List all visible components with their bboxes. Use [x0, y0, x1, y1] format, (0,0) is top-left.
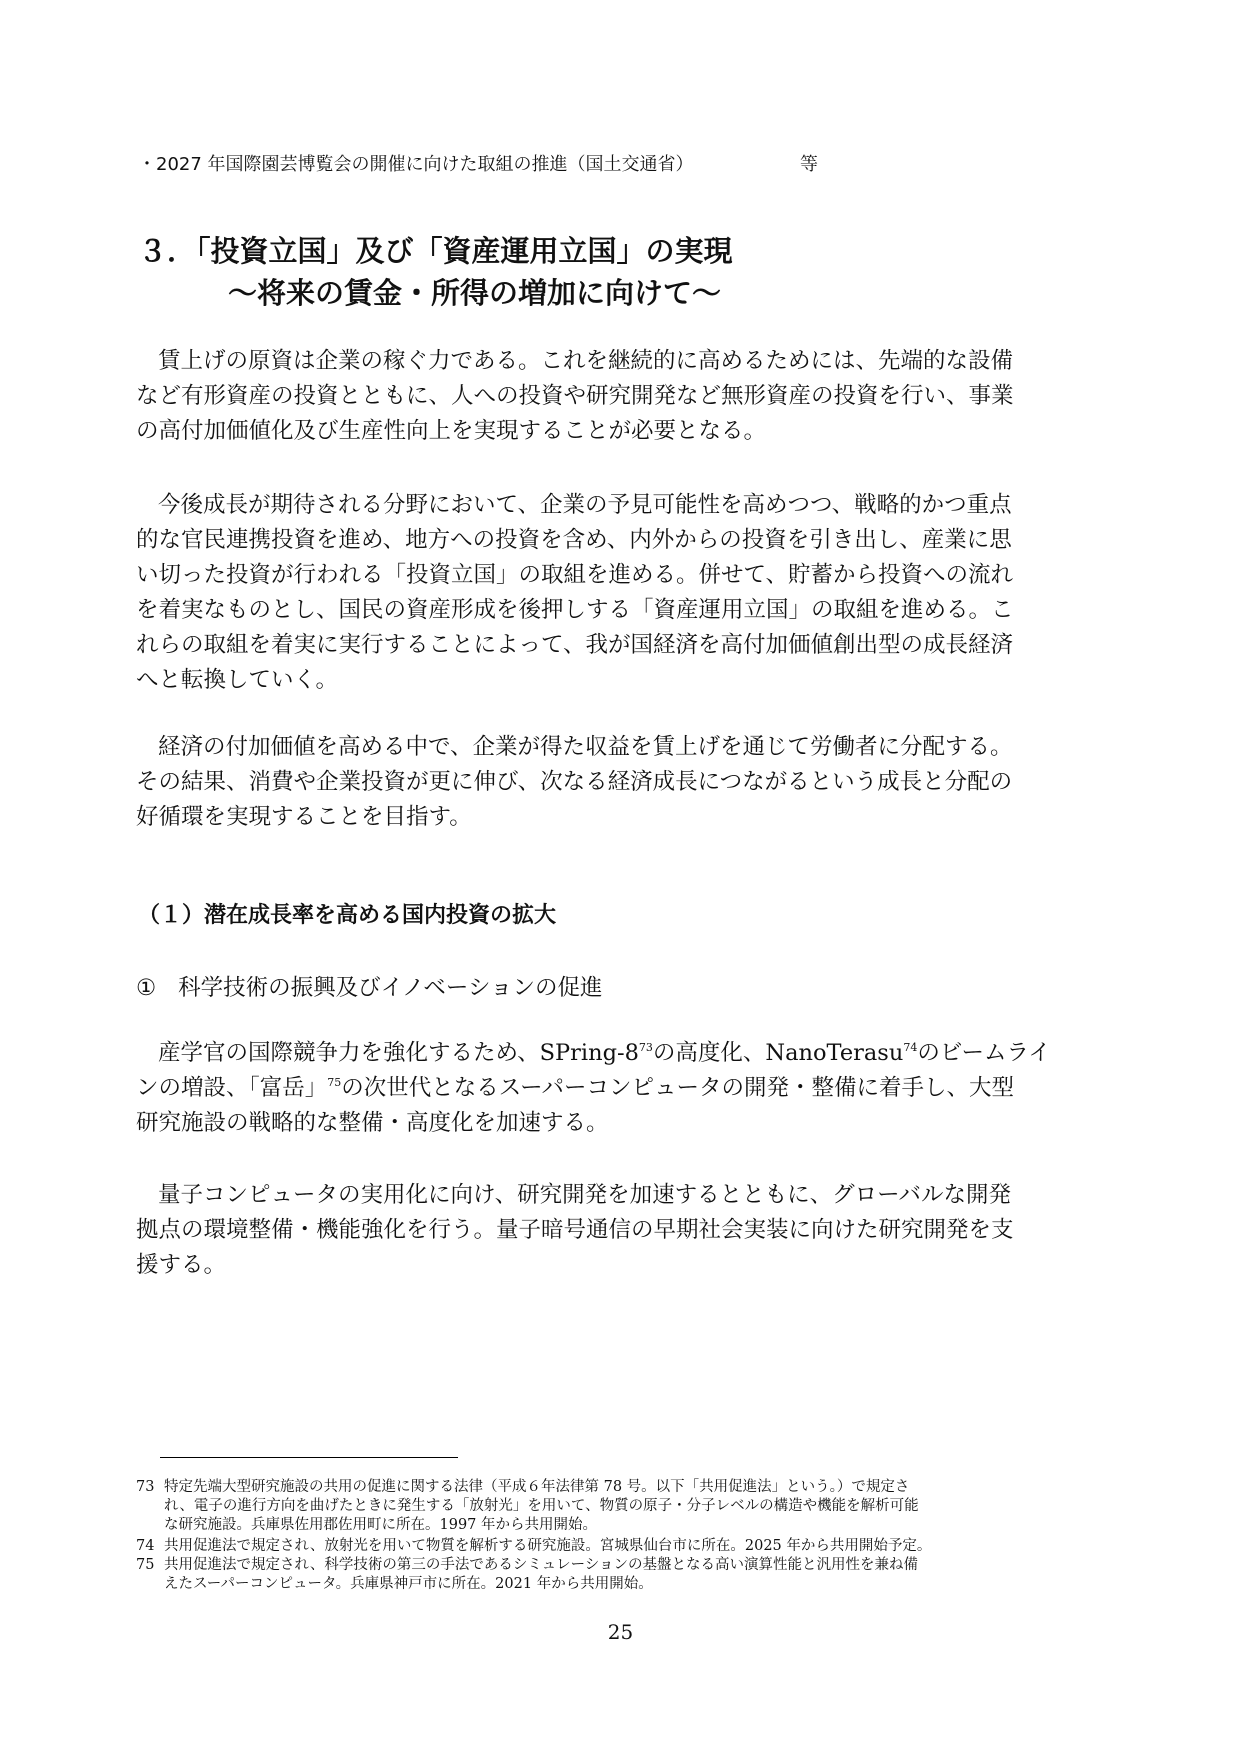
- paragraph-line: その結果、消費や企業投資が更に伸び、次なる経済成長につながるという成長と分配の: [136, 769, 1013, 795]
- paragraph-3: [136, 730, 1013, 835]
- text-run: ンの増設、「富岳」: [136, 1075, 328, 1101]
- footnote-text: [164, 1537, 931, 1556]
- paragraph-line: 拠点の環境整備・機能強化を行う。量子暗号通信の早期社会実装に向けた研究開発を支: [136, 1217, 1014, 1243]
- section-subtitle: ～将来の賃金・所得の増加に向けて～: [228, 276, 722, 310]
- paragraph-line: [136, 1071, 1051, 1106]
- paragraph-line: れらの取組を着実に実行することによって、我が国経済を高付加価値創出型の成長経済: [136, 632, 1014, 658]
- paragraph-line: 好循環を実現することを目指す。: [136, 804, 472, 830]
- footnote-ref-73[interactable]: 73: [638, 1041, 653, 1054]
- paragraph-line: を着実なものとし、国民の資産形成を後押しする「資産運用立国」の取組を進める。こ: [136, 597, 1014, 623]
- top-bullet-item: ・2027 年国際園芸博覧会の開催に向けた取組の推進（国土交通省）: [138, 154, 694, 175]
- footnote-separator: [160, 1457, 458, 1458]
- paragraph-line: など有形資産の投資とともに、人への投資や研究開発など無形資産の投資を行い、事業: [136, 383, 1014, 409]
- paragraph-line: 的な官民連携投資を進め、地方への投資を含め、内外からの投資を引き出し、産業に思: [136, 527, 1012, 553]
- paragraph-line: い切った投資が行われる「投資立国」の取組を進める。併せて、貯蓄から投資への流れ: [136, 562, 1014, 588]
- paragraph-line: 賃上げの原資は企業の稼ぐ力である。これを継続的に高めるためには、先端的な設備: [158, 348, 1014, 374]
- item-title: 科学技術の振興及びイノベーションの促進: [178, 975, 603, 1001]
- paragraph-2: [136, 488, 1014, 698]
- paragraph-1: [136, 344, 1014, 449]
- footnote-text: [164, 1556, 918, 1594]
- footnote-number: 75: [136, 1557, 155, 1573]
- footnote-line: 特定先端大型研究施設の共用の促進に関する法律（平成６年法律第 78 号。以下「共用促進法」という。）で規定さ: [164, 1479, 910, 1495]
- footnote-text: [164, 1478, 919, 1535]
- text-run: の次世代となるスーパーコンピュータの開発・整備に着手し、大型: [341, 1075, 1015, 1101]
- page-number: 25: [607, 1620, 634, 1644]
- paragraph-line: [136, 1036, 1051, 1071]
- item-number: ①: [136, 975, 157, 1001]
- subsection-heading: （１）潜在成長率を高める国内投資の拡大: [138, 903, 557, 928]
- footnote-line: 共用促進法で規定され、科学技術の第三の手法であるシミュレーションの基盤となる高い演算性能と汎用性を兼ね備: [164, 1557, 918, 1573]
- paragraph-line: 研究施設の戦略的な整備・高度化を加速する。: [136, 1110, 609, 1136]
- paragraph-5: [136, 1178, 1014, 1283]
- paragraph-line: 量子コンピュータの実用化に向け、研究開発を加速するとともに、グローバルな開発: [158, 1182, 1011, 1208]
- footnote-number: 73: [136, 1479, 155, 1495]
- footnote-ref-74[interactable]: 74: [903, 1041, 918, 1054]
- footnote-number: 74: [136, 1538, 155, 1554]
- paragraph-line: の高付加価値化及び生産性向上を実現することが必要となる。: [136, 418, 767, 444]
- footnote-line: 共用促進法で規定され、放射光を用いて物質を解析する研究施設。宮城県仙台市に所在。2025 年から共用開始予定。: [164, 1538, 932, 1554]
- paragraph-line: 経済の付加価値を高める中で、企業が得た収益を賃上げを通じて労働者に分配する。: [158, 734, 1013, 760]
- paragraph-line: 援する。: [136, 1252, 227, 1278]
- top-bullet-suffix: 等: [800, 154, 818, 175]
- footnote-line: な研究施設。兵庫県佐用郡佐用町に所在。1997 年から共用開始。: [164, 1517, 598, 1533]
- item-heading: [136, 970, 603, 1002]
- footnote-line: えたスーパーコンピュータ。兵庫県神戸市に所在。2021 年から共用開始。: [164, 1576, 653, 1592]
- text-run: の高度化、NanoTerasu: [652, 1040, 904, 1066]
- footnote-line: れ、電子の進行方向を曲げたときに発生する「放射光」を用いて、物質の原子・分子レベルの構造や機能を解析可能: [164, 1498, 919, 1514]
- footnote-ref-75[interactable]: 75: [327, 1076, 342, 1089]
- paragraph-line: 今後成長が期待される分野において、企業の予見可能性を高めつつ、戦略的かつ重点: [158, 492, 1012, 518]
- text-run: 産学官の国際競争力を強化するため、SPring-8: [158, 1040, 639, 1066]
- section-title: ３．「投資立国」及び「資産運用立国」の実現: [138, 234, 733, 268]
- paragraph-line: へと転換していく。: [136, 667, 339, 693]
- paragraph-4: [136, 1036, 1051, 1141]
- text-run: のビームライ: [917, 1040, 1051, 1066]
